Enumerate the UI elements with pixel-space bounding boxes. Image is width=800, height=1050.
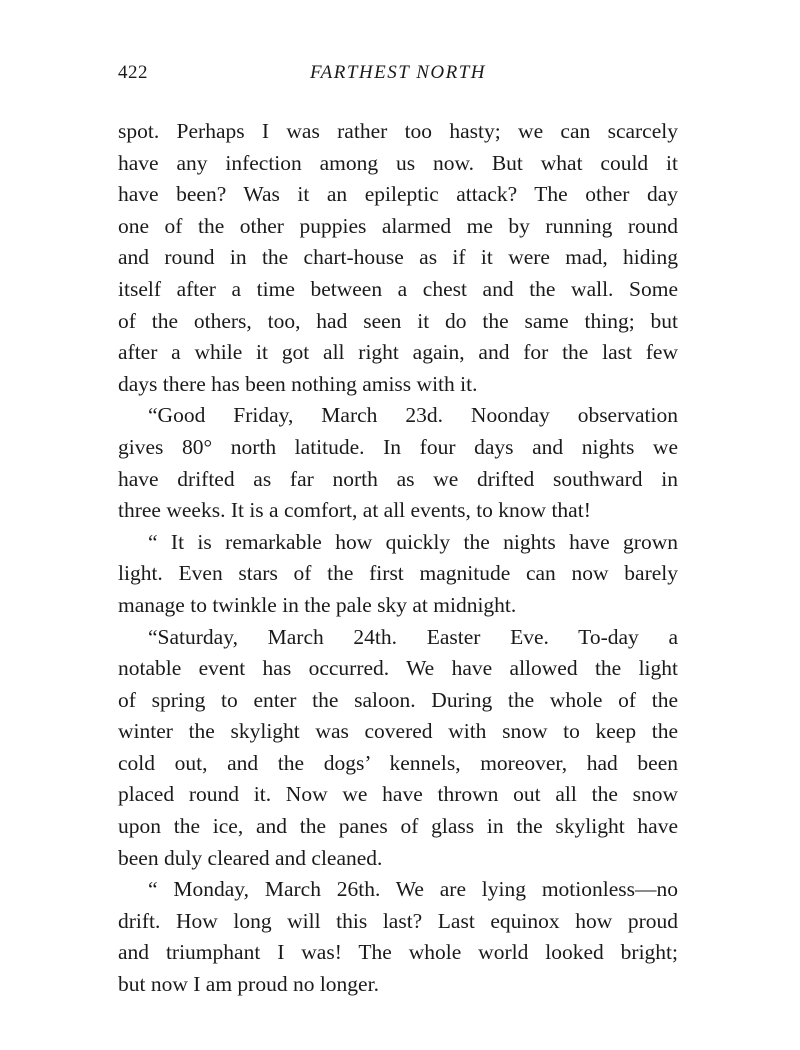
text-line: cold out, and the dogs’ kennels, moreover, had been (118, 750, 678, 775)
page-number: 422 (118, 62, 148, 83)
paragraph (118, 527, 678, 622)
text-line: notable event has occurred. We have allowed the light (118, 656, 678, 681)
text-line: after a while it got all right again, and for the last few (118, 340, 678, 365)
text-line: winter the skylight was covered with snow to keep the (118, 719, 678, 744)
text-line: and round in the chart-house as if it were mad, hiding (118, 245, 678, 270)
paragraph (118, 116, 678, 400)
paragraph (118, 400, 678, 526)
text-line: light. Even stars of the first magnitude can now barely (118, 561, 678, 586)
text-line: upon the ice, and the panes of glass in the skylight have (118, 814, 678, 839)
text-line: have been? Was it an epileptic attack? The other day (118, 182, 678, 207)
text-line: gives 80° north latitude. In four days and nights we (118, 434, 678, 459)
text-line: days there has been nothing amiss with it. (118, 371, 478, 396)
text-line: placed round it. Now we have thrown out all the snow (118, 782, 678, 807)
text-line: of spring to enter the saloon. During the whole of the (118, 687, 678, 712)
body-text (118, 116, 678, 1001)
paragraph (118, 874, 678, 1000)
text-line: have drifted as far north as we drifted southward in (118, 466, 678, 491)
text-line: “Good Friday, March 23d. Noonday observation (148, 403, 678, 428)
text-line: “ Monday, March 26th. We are lying motionless—no (148, 877, 678, 902)
paragraph (118, 622, 678, 875)
text-line: manage to twinkle in the pale sky at midnight. (118, 592, 517, 617)
running-head (118, 62, 678, 86)
text-line: of the others, too, had seen it do the same thing; but (118, 308, 678, 333)
text-line: and triumphant I was! The whole world looked bright; (118, 940, 678, 965)
text-line: “ It is remarkable how quickly the nights have grown (148, 529, 678, 554)
text-line: spot. Perhaps I was rather too hasty; we can scarcely (118, 119, 678, 143)
text-line: itself after a time between a chest and the wall. Some (118, 276, 678, 301)
text-line: drift. How long will this last? Last equinox how proud (118, 908, 678, 933)
running-title: FARTHEST NORTH (309, 62, 487, 83)
text-line: but now I am proud no longer. (118, 972, 379, 997)
text-line: have any infection among us now. But what could it (118, 150, 678, 175)
text-line: one of the other puppies alarmed me by running round (118, 213, 678, 238)
text-line: three weeks. It is a comfort, at all events, to know that! (118, 498, 591, 523)
text-line: been duly cleared and cleaned. (118, 845, 383, 870)
text-line: “Saturday, March 24th. Easter Eve. To-day a (148, 624, 678, 649)
